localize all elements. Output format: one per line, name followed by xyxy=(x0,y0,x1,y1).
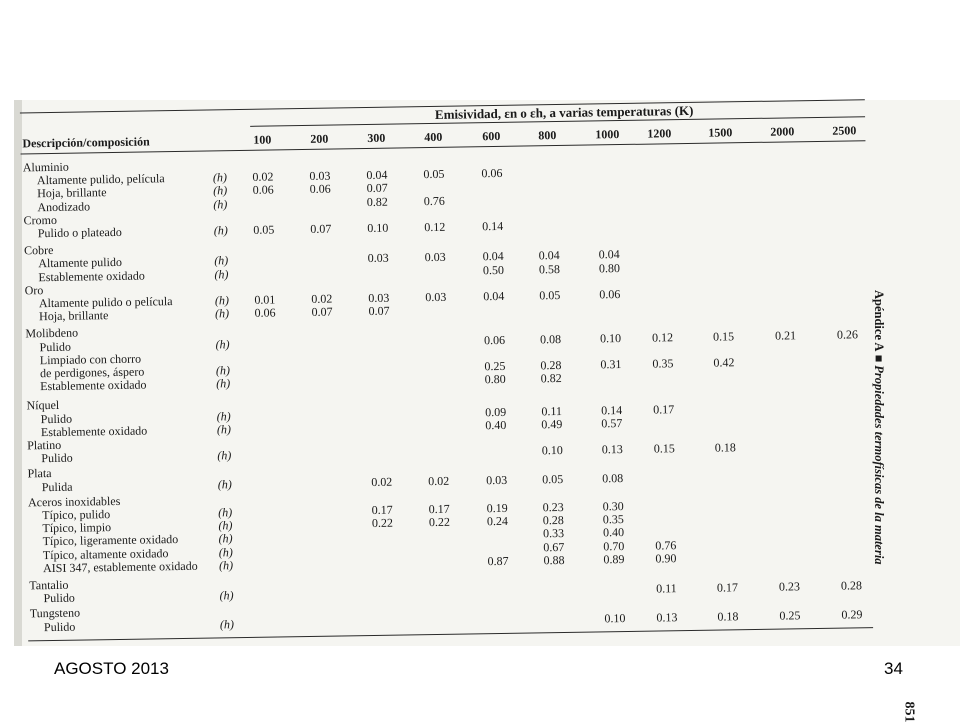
emissivity-value: 0.49 xyxy=(541,416,563,432)
emissivity-value: 0.03 xyxy=(367,251,389,266)
surface-label: Anodizado xyxy=(37,198,91,214)
emissivity-value: 0.23 xyxy=(778,579,801,594)
emissivity-value: 0.04 xyxy=(482,249,504,264)
emissivity-value: 0.08 xyxy=(602,470,624,485)
emissivity-value: 0.18 xyxy=(714,440,736,455)
emissivity-value: 0.13 xyxy=(656,609,678,625)
surface-label: Típico, ligeramente oxidado xyxy=(42,532,179,549)
emissivity-value: 0.17 xyxy=(653,401,675,417)
emissivity-value: 0.28 xyxy=(542,513,564,528)
emissivity-value: 0.15 xyxy=(712,328,735,344)
emissivity-type-marker: (h) xyxy=(216,421,232,437)
emissivity-value: 0.02 xyxy=(428,473,450,488)
surface-label: Típico, pulido xyxy=(42,507,111,523)
temperature-group-header: Emisividad, εn o εh, a varias temperaturas (K) xyxy=(434,102,694,122)
emissivity-value: 0.09 xyxy=(485,404,507,419)
emissivity-value: 0.88 xyxy=(543,552,565,568)
surface-label: Limpiado con chorro xyxy=(39,351,142,367)
emissivity-value: 0.02 xyxy=(311,291,333,306)
emissivity-value: 0.03 xyxy=(309,168,331,184)
slide-number: 34 xyxy=(884,659,903,678)
surface-label: Hoja, brillante xyxy=(37,185,107,201)
surface-label: Pulido xyxy=(40,411,73,426)
emissivity-value: 0.31 xyxy=(600,357,622,372)
emissivity-value: 0.06 xyxy=(254,305,276,320)
emissivity-value: 0.70 xyxy=(603,538,625,553)
appendix-title: Propiedades termofísicas de la materia xyxy=(872,365,886,565)
emissivity-type-marker: (h) xyxy=(215,336,230,352)
emissivity-value: 0.14 xyxy=(601,402,623,417)
emissivity-value: 0.17 xyxy=(428,501,450,517)
emissivity-value: 0.07 xyxy=(366,181,388,196)
material-name: Aceros inoxidables xyxy=(27,493,121,510)
emissivity-value: 0.06 xyxy=(481,166,503,181)
emissivity-type-marker: (h) xyxy=(214,253,229,268)
emissivity-type-marker: (h) xyxy=(212,170,228,185)
emissivity-value: 0.03 xyxy=(368,290,390,306)
emissivity-value: 0.08 xyxy=(539,331,562,346)
material-name: Platino xyxy=(27,437,62,453)
emissivity-value: 0.50 xyxy=(482,262,505,277)
emissivity-value: 0.87 xyxy=(487,553,509,568)
temperature-header: 400 xyxy=(424,129,443,145)
emissivity-value: 0.07 xyxy=(310,221,332,236)
surface-label: Altamente pulido, película xyxy=(36,171,165,188)
emissivity-type-marker: (h) xyxy=(218,557,234,573)
emissivity-value: 0.10 xyxy=(599,330,622,345)
bottom-rule xyxy=(28,627,873,641)
emissivity-value: 0.29 xyxy=(841,606,863,622)
emissivity-value: 0.80 xyxy=(598,260,621,275)
temperature-header: 100 xyxy=(253,132,272,147)
emissivity-value: 0.04 xyxy=(538,248,560,263)
temperature-header: 200 xyxy=(310,131,329,146)
emissivity-value: 0.03 xyxy=(424,250,446,265)
emissivity-value: 0.07 xyxy=(311,304,333,320)
emissivity-type-marker: (h) xyxy=(214,293,229,308)
emissivity-value: 0.02 xyxy=(371,474,393,489)
surface-label: Típico, limpio xyxy=(42,520,112,536)
emissivity-value: 0.02 xyxy=(252,169,274,185)
emissivity-value: 0.80 xyxy=(484,372,506,387)
surface-label: Pulido xyxy=(43,619,76,634)
emissivity-value: 0.23 xyxy=(542,499,564,515)
emissivity-value: 0.40 xyxy=(485,417,507,432)
emissivity-value: 0.13 xyxy=(601,442,623,457)
material-name: Níquel xyxy=(26,398,60,413)
surface-label: Establemente oxidado xyxy=(38,268,145,284)
emissivity-value: 0.76 xyxy=(423,193,445,208)
emissivity-value: 0.04 xyxy=(366,167,388,183)
material-name: Plata xyxy=(27,466,52,481)
emissivity-type-marker: (h) xyxy=(214,266,229,282)
temperature-header: 1200 xyxy=(647,126,672,141)
temperature-header: 600 xyxy=(482,128,501,144)
footer-date: AGOSTO 2013 xyxy=(54,659,169,678)
material-name: Cromo xyxy=(23,212,58,228)
emissivity-type-marker: (h) xyxy=(218,518,233,533)
separator-square: ■ xyxy=(872,354,886,363)
emissivity-value: 0.89 xyxy=(603,551,625,567)
emissivity-value: 0.11 xyxy=(541,403,563,418)
book-page-number: 851 xyxy=(901,701,917,723)
emissivity-value: 0.10 xyxy=(604,610,626,625)
emissivity-type-marker: (h) xyxy=(215,363,231,378)
emissivity-type-marker: (h) xyxy=(213,223,228,238)
emissivity-value: 0.21 xyxy=(774,327,797,343)
appendix-running-head xyxy=(871,290,886,565)
emissivity-value: 0.18 xyxy=(717,608,739,624)
temperature-header: 300 xyxy=(367,130,386,146)
emissivity-value: 0.25 xyxy=(484,358,506,374)
emissivity-value: 0.22 xyxy=(371,515,394,531)
emissivity-value: 0.04 xyxy=(598,247,620,262)
emissivity-value: 0.03 xyxy=(486,472,508,487)
emissivity-value: 0.11 xyxy=(656,581,677,596)
emissivity-value: 0.07 xyxy=(368,303,390,319)
emissivity-value: 0.04 xyxy=(483,288,505,304)
emissivity-value: 0.25 xyxy=(779,607,801,623)
emissivity-value: 0.10 xyxy=(367,220,389,236)
surface-label: Pulido o plateado xyxy=(37,224,122,241)
emissivity-type-marker: (h) xyxy=(219,616,235,631)
emissivity-value: 0.06 xyxy=(599,287,621,302)
emissivity-value: 0.17 xyxy=(371,502,393,517)
emissivity-type-marker: (h) xyxy=(218,505,233,520)
emissivity-type-marker: (h) xyxy=(214,306,230,321)
emissivity-value: 0.26 xyxy=(836,326,859,342)
material-name: Tantalio xyxy=(29,577,69,593)
emissivity-value: 0.01 xyxy=(254,292,276,307)
emissivity-value: 0.12 xyxy=(424,219,446,235)
surface-label: Establemente oxidado xyxy=(40,377,147,394)
emissivity-value: 0.35 xyxy=(602,512,624,527)
emissivity-value: 0.19 xyxy=(486,500,508,516)
emissivity-value: 0.82 xyxy=(366,194,388,209)
surface-label: AISI 347, establemente oxidado xyxy=(42,558,198,575)
material-name: Molibdeno xyxy=(25,325,79,341)
emissivity-type-marker: (h) xyxy=(216,408,231,424)
surface-label: Establemente oxidado xyxy=(40,423,148,439)
description-header: Descripción/composición xyxy=(22,134,150,151)
emissivity-type-marker: (h) xyxy=(217,476,232,492)
emissivity-value: 0.82 xyxy=(540,371,562,386)
emissivity-value: 0.14 xyxy=(482,218,504,234)
emissivity-type-marker: (h) xyxy=(213,183,228,198)
emissivity-type-marker: (h) xyxy=(213,196,228,212)
emissivity-value: 0.22 xyxy=(428,514,450,530)
emissivity-value: 0.90 xyxy=(655,551,677,566)
emissivity-type-marker: (h) xyxy=(218,531,233,546)
emissivity-value: 0.28 xyxy=(840,578,863,593)
surface-label: Hoja, brillante xyxy=(38,308,109,324)
material-name: Cobre xyxy=(23,243,54,258)
emissivity-value: 0.10 xyxy=(541,443,563,458)
appendix-label: Apéndice A xyxy=(872,290,886,352)
material-name: Aluminio xyxy=(22,159,69,175)
emissivity-value: 0.57 xyxy=(601,415,623,431)
emissivity-value: 0.03 xyxy=(425,289,447,305)
emissivity-type-marker: (h) xyxy=(216,376,231,391)
emissivity-value: 0.15 xyxy=(653,441,675,456)
emissivity-type-marker: (h) xyxy=(218,544,233,559)
emissivity-value: 0.40 xyxy=(602,525,625,540)
emissivity-value: 0.06 xyxy=(483,332,506,347)
emissivity-value: 0.24 xyxy=(486,514,508,529)
emissivity-type-marker: (h) xyxy=(217,448,232,463)
emissivity-value: 0.28 xyxy=(540,357,562,373)
emissivity-value: 0.05 xyxy=(539,288,561,303)
emissivity-value: 0.12 xyxy=(651,329,674,345)
surface-label: Altamente pulido o película xyxy=(38,294,173,311)
temperature-header: 2500 xyxy=(832,123,857,138)
emissivity-value: 0.76 xyxy=(655,537,677,553)
emissivity-value: 0.30 xyxy=(602,499,624,514)
surface-label: Pulido xyxy=(41,450,73,466)
emissivity-value: 0.33 xyxy=(542,526,565,541)
emissivity-table xyxy=(10,92,964,653)
surface-label: Altamente pulido xyxy=(38,255,123,271)
emissivity-value: 0.05 xyxy=(542,471,564,486)
surface-label: Pulido xyxy=(43,590,75,606)
surface-label: de perdigones, áspero xyxy=(39,364,145,381)
material-name: Tungsteno xyxy=(29,605,81,621)
emissivity-value: 0.05 xyxy=(253,222,275,237)
surface-label: Pulida xyxy=(41,479,73,494)
emissivity-value: 0.05 xyxy=(423,167,445,182)
emissivity-value: 0.58 xyxy=(538,261,561,276)
emissivity-value: 0.67 xyxy=(543,539,565,554)
surface-label: Pulido xyxy=(39,339,72,354)
temperature-header: 800 xyxy=(538,128,557,143)
emissivity-value: 0.06 xyxy=(309,181,331,197)
temperature-header: 1500 xyxy=(708,125,733,140)
emissivity-type-marker: (h) xyxy=(219,588,234,603)
material-name: Oro xyxy=(24,282,44,298)
temperature-header: 1000 xyxy=(595,127,620,142)
emissivity-value: 0.42 xyxy=(713,355,735,370)
emissivity-value: 0.17 xyxy=(716,580,739,595)
temperature-header: 2000 xyxy=(770,124,795,139)
emissivity-value: 0.06 xyxy=(252,182,274,198)
emissivity-value: 0.35 xyxy=(652,356,674,371)
surface-label: Típico, altamente oxidado xyxy=(42,545,169,562)
